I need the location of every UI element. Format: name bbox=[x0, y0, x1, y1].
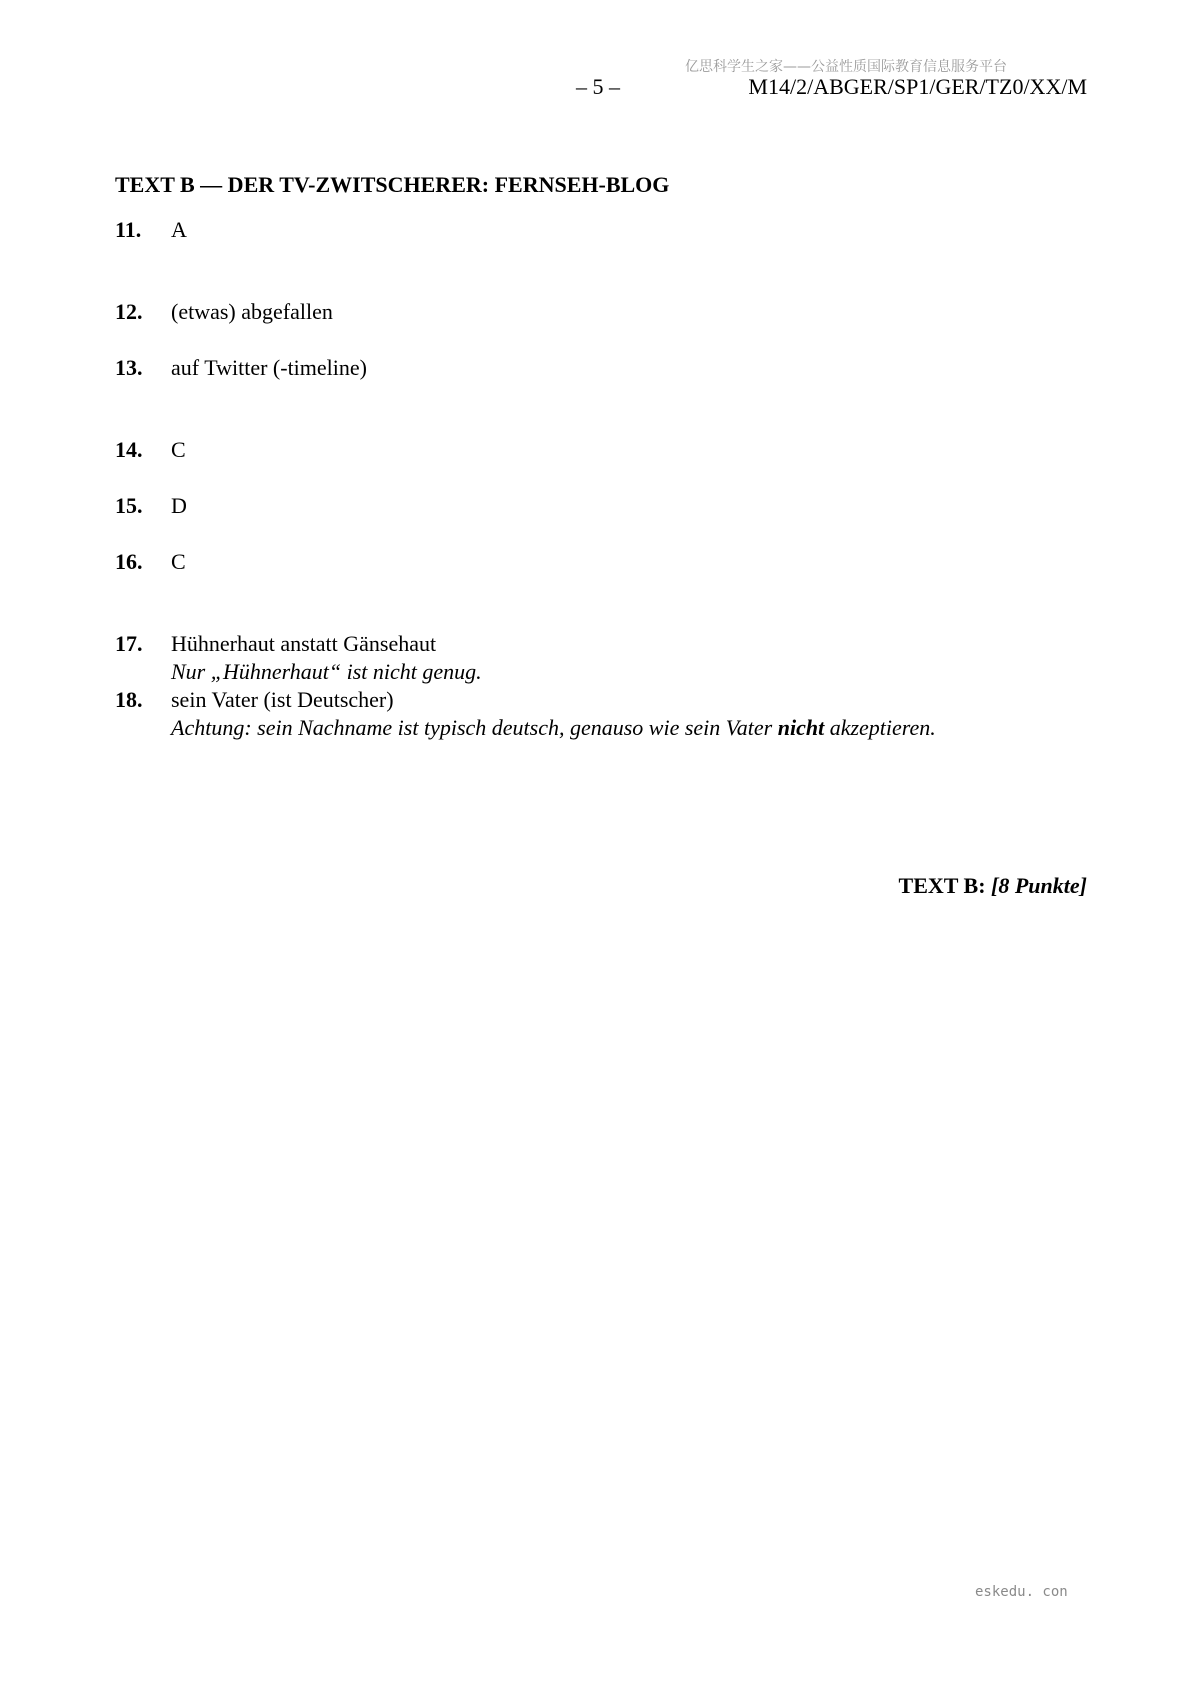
watermark-header: 亿思科学生之家——公益性质国际教育信息服务平台 bbox=[685, 59, 1007, 75]
answer-item-12 bbox=[115, 298, 975, 326]
marking-note-text-end: akzeptieren. bbox=[829, 715, 936, 740]
item-number: 12. bbox=[115, 299, 143, 324]
item-number: 11. bbox=[115, 217, 142, 242]
item-answer: (etwas) abgefallen bbox=[171, 299, 333, 324]
answer-item-15 bbox=[115, 492, 975, 520]
total-label: TEXT B: bbox=[898, 873, 986, 898]
item-answer: auf Twitter (-timeline) bbox=[171, 355, 367, 380]
answer-item-16 bbox=[115, 548, 975, 576]
item-answer: Hühnerhaut anstatt Gänsehaut bbox=[171, 631, 437, 656]
section-title: TEXT B — DER TV-ZWITSCHERER: FERNSEH-BLOG bbox=[115, 172, 670, 197]
marking-note: Nur „Hühnerhaut“ ist nicht genug. bbox=[171, 659, 482, 684]
item-number: 15. bbox=[115, 493, 143, 518]
marking-note-emphasis: nicht bbox=[777, 715, 825, 740]
item-number: 14. bbox=[115, 437, 143, 462]
answer-item-13 bbox=[115, 354, 975, 382]
document-code: M14/2/ABGER/SP1/GER/TZ0/XX/M bbox=[748, 74, 1087, 99]
total-points: [8 Punkte] bbox=[991, 873, 1087, 898]
marking-note bbox=[171, 714, 975, 742]
marking-note-text: Achtung: sein Nachname ist typisch deutsch, genauso wie sein Vater bbox=[171, 715, 773, 740]
item-answer: D bbox=[171, 493, 187, 518]
item-answer: C bbox=[171, 437, 186, 462]
item-number: 18. bbox=[115, 687, 143, 712]
page-number: – 5 – bbox=[576, 74, 620, 99]
item-number: 17. bbox=[115, 631, 143, 656]
item-answer: A bbox=[171, 217, 187, 242]
answer-item-18 bbox=[115, 686, 975, 742]
item-number: 13. bbox=[115, 355, 143, 380]
section-total bbox=[899, 873, 1087, 899]
watermark-footer: eskedu. con bbox=[975, 1584, 1068, 1600]
answer-item-11 bbox=[115, 216, 975, 244]
answer-item-17 bbox=[115, 630, 975, 686]
answer-item-14 bbox=[115, 436, 975, 464]
item-answer: C bbox=[171, 549, 186, 574]
item-number: 16. bbox=[115, 549, 143, 574]
item-answer: sein Vater (ist Deutscher) bbox=[171, 687, 394, 712]
